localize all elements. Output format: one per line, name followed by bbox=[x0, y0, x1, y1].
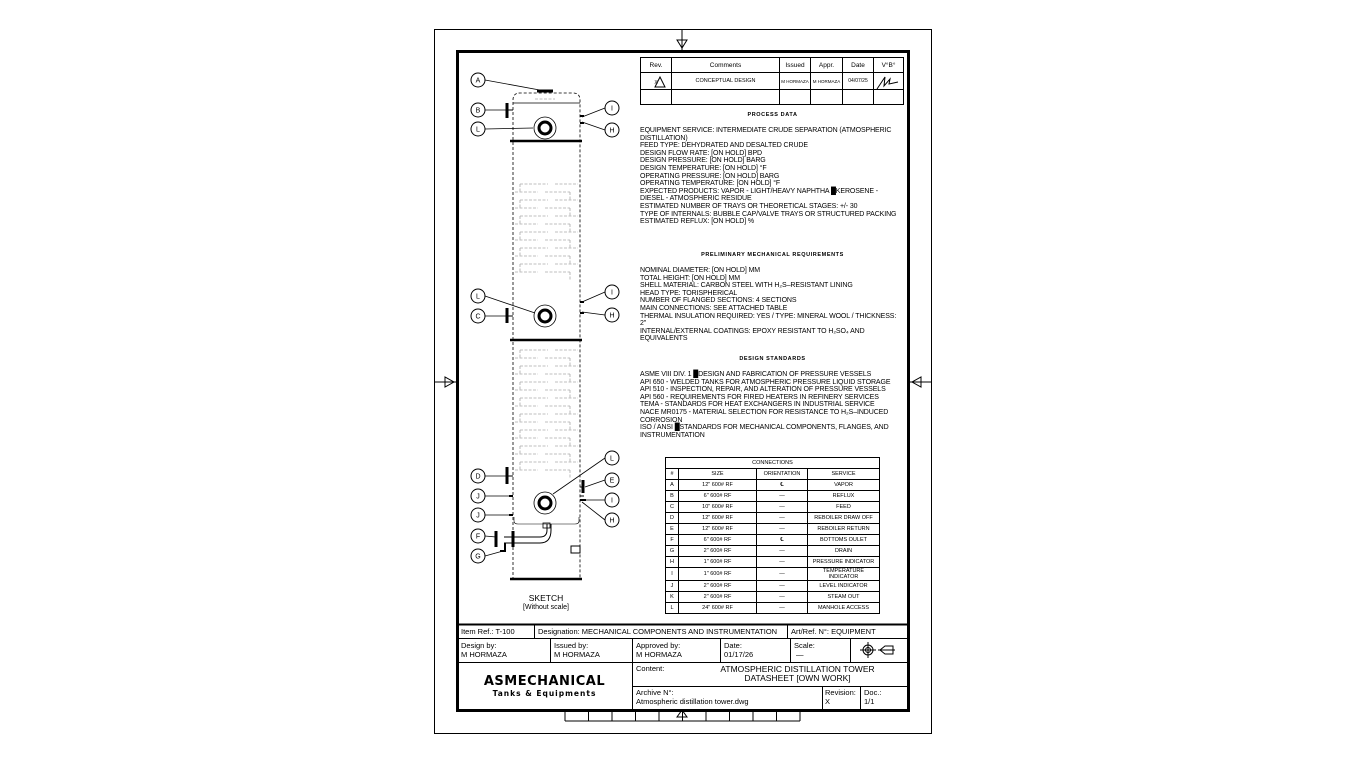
standards-line: NACE MR0175 - MATERIAL SELECTION FOR RESISTANCE TO H₂S–INDUCED CORROSION bbox=[640, 408, 889, 424]
design-by-label: Design by: bbox=[461, 641, 497, 650]
doc-label: Doc.: bbox=[864, 688, 882, 697]
mechanical-list bbox=[640, 267, 902, 343]
connection-id: I bbox=[666, 568, 679, 581]
mechanical-title: PRELIMINARY MECHANICAL REQUIREMENTS bbox=[701, 252, 844, 258]
connection-row bbox=[666, 502, 880, 513]
connection-row bbox=[666, 557, 880, 568]
date-value: 04/07/25 bbox=[843, 73, 874, 90]
scale-label: Scale: bbox=[794, 641, 815, 650]
callout-bubble bbox=[553, 451, 619, 494]
archive-file: Atmospheric distillation tower.dwg bbox=[636, 697, 749, 706]
callout-label: L bbox=[610, 455, 614, 463]
callout-bubble bbox=[471, 529, 496, 543]
callout-bubble bbox=[582, 308, 619, 322]
connection-service: DRAIN bbox=[808, 546, 880, 557]
connection-service: STEAM OUT bbox=[808, 592, 880, 603]
mechanical-line: NOMINAL DIAMETER: [ON HOLD] MM bbox=[640, 267, 761, 274]
callout-label: I bbox=[611, 289, 613, 297]
callout-label: D bbox=[475, 473, 481, 481]
callout-label: J bbox=[476, 512, 480, 520]
connection-size: 2" 600# RF bbox=[679, 546, 757, 557]
mechanical-line: THERMAL INSULATION REQUIRED: YES / TYPE: MINERAL WOOL / THICKNESS: 2" bbox=[640, 312, 897, 328]
callout-label: L bbox=[476, 293, 480, 301]
date-label: Date: bbox=[724, 641, 742, 650]
issued-by: M HORMAZA bbox=[554, 650, 600, 659]
connection-size: 6" 600# RF bbox=[679, 535, 757, 546]
appr-header: Appr. bbox=[811, 58, 843, 73]
connection-orientation: ℄ bbox=[757, 480, 808, 491]
mechanical-line: SHELL MATERIAL: CARBON STEEL WITH H₂S–RESISTANT LINING bbox=[640, 282, 853, 290]
callout-label: G bbox=[475, 553, 481, 561]
col-id: # bbox=[666, 469, 679, 480]
connection-row bbox=[666, 480, 880, 491]
callout-label: C bbox=[475, 313, 481, 321]
connection-service: BOTTOMS OULET bbox=[808, 535, 880, 546]
standards-line: TEMA - STANDARDS FOR HEAT EXCHANGERS IN INDUSTRIAL SERVICE bbox=[640, 401, 875, 409]
company-logo-subtitle: Tanks & Equipments bbox=[492, 689, 597, 698]
connection-orientation: ℄ bbox=[757, 535, 808, 546]
process-data-title: PROCESS DATA bbox=[747, 112, 798, 118]
sketch-title: SKETCH bbox=[528, 593, 564, 603]
connection-orientation: — bbox=[757, 502, 808, 513]
mechanical-line: INTERNAL/EXTERNAL COATINGS: EPOXY RESISTANT TO H₂SO₄ AND EQUIVALENTS bbox=[640, 327, 865, 343]
connection-orientation: — bbox=[757, 557, 808, 568]
standards-line: ASME VIII DIV. 1 █DESIGN AND FABRICATION OF PRESSURE VESSELS bbox=[640, 371, 872, 378]
connection-orientation: — bbox=[757, 491, 808, 502]
callout-label: H bbox=[609, 312, 615, 320]
callout-label: F bbox=[475, 533, 481, 541]
connection-service: TEMPERATURE INDICATOR bbox=[808, 568, 880, 581]
date-header: Date bbox=[843, 58, 874, 73]
mechanical-line: NUMBER OF FLANGED SECTIONS: 4 SECTIONS bbox=[640, 297, 797, 305]
appr-value: M HORMAZA bbox=[811, 73, 843, 90]
process_data-line: EQUIPMENT SERVICE: INTERMEDIATE CRUDE SEPARATION (ATMOSPHERIC DISTILLATION) bbox=[640, 127, 892, 142]
connection-id: A bbox=[666, 480, 679, 491]
rev-header: Rev. bbox=[641, 58, 672, 73]
sketch-subtitle: [Without scale] bbox=[523, 604, 569, 611]
process_data-line: DESIGN TEMPERATURE: [ON HOLD] °F bbox=[640, 164, 767, 172]
connection-orientation: — bbox=[757, 603, 808, 614]
connection-row bbox=[666, 524, 880, 535]
designation: Designation: MECHANICAL COMPONENTS AND INSTRUMENTATION bbox=[538, 627, 778, 636]
process-data-list bbox=[640, 127, 902, 226]
mechanical-line: TOTAL HEIGHT: [ON HOLD] MM bbox=[640, 274, 740, 282]
connection-orientation: — bbox=[757, 524, 808, 535]
manhole-icon bbox=[534, 492, 556, 514]
connection-id: L bbox=[666, 603, 679, 614]
manhole-icon bbox=[534, 305, 556, 327]
process_data-line: DESIGN PRESSURE: [ON HOLD] BARG bbox=[640, 157, 766, 165]
callout-bubble bbox=[471, 309, 506, 323]
connection-row bbox=[666, 513, 880, 524]
connection-size: 6" 600# RF bbox=[679, 491, 757, 502]
connection-id: H bbox=[666, 557, 679, 568]
connection-size: 2" 600# RF bbox=[679, 581, 757, 592]
vb-value bbox=[874, 73, 904, 90]
callout-label: B bbox=[475, 107, 481, 115]
process_data-line: DESIGN FLOW RATE: [ON HOLD] BPD bbox=[640, 149, 763, 157]
connection-service: FEED bbox=[808, 502, 880, 513]
col-size: SIZE bbox=[679, 469, 757, 480]
design-by: M HORMAZA bbox=[461, 650, 507, 659]
issued-by-label: Issued by: bbox=[554, 641, 589, 650]
connection-size: 12" 600# RF bbox=[679, 524, 757, 535]
connection-row bbox=[666, 592, 880, 603]
standards-line: ISO / ANSI █STANDARDS FOR MECHANICAL COMPONENTS, FLANGES, AND INSTRUMENTATION bbox=[640, 424, 889, 439]
archive-label: Archive N°: bbox=[636, 688, 674, 697]
connection-service: LEVEL INDICATOR bbox=[808, 581, 880, 592]
connection-size: 10" 600# RF bbox=[679, 502, 757, 513]
connection-id: D bbox=[666, 513, 679, 524]
callout-bubble bbox=[582, 122, 619, 137]
connection-row bbox=[666, 603, 880, 614]
process_data-line: ESTIMATED REFLUX: [ON HOLD] % bbox=[640, 218, 755, 226]
callout-bubble bbox=[471, 73, 545, 91]
connections-title: CONNECTIONS bbox=[666, 458, 880, 469]
company-logo: ASMECHANICAL bbox=[483, 674, 606, 689]
connection-callouts bbox=[471, 73, 619, 563]
content-line-2: DATASHEET [OWN WORK] bbox=[744, 673, 851, 683]
art-ref: Art/Ref. N°: EQUIPMENT bbox=[791, 627, 876, 636]
col-service: SERVICE bbox=[808, 469, 880, 480]
issued-value: M HORMAZA bbox=[780, 73, 811, 90]
revision-label: Revision: bbox=[825, 688, 856, 697]
callout-bubble bbox=[471, 489, 510, 503]
connection-row bbox=[666, 535, 880, 546]
connection-row bbox=[666, 491, 880, 502]
connection-row bbox=[666, 568, 880, 581]
callout-bubble bbox=[582, 101, 619, 117]
connection-id: G bbox=[666, 546, 679, 557]
connection-size: 12" 600# RF bbox=[679, 480, 757, 491]
standards-line: API 560 - REQUIREMENTS FOR FIRED HEATERS IN REFINERY SERVICES bbox=[640, 393, 879, 401]
connection-row bbox=[666, 546, 880, 557]
tower-sketch bbox=[496, 91, 586, 580]
callout-bubble bbox=[585, 493, 619, 507]
approved-by-label: Approved by: bbox=[636, 641, 681, 650]
connection-service: REBOILER RETURN bbox=[808, 524, 880, 535]
standards-line: API 510 - INSPECTION, REPAIR, AND ALTERATION OF PRESSURE VESSELS bbox=[640, 386, 886, 394]
callout-label: L bbox=[476, 126, 480, 134]
process_data-line: FEED TYPE: DEHYDRATED AND DESALTED CRUDE bbox=[640, 142, 808, 150]
connection-size: 12" 600# RF bbox=[679, 513, 757, 524]
standards-list bbox=[640, 371, 904, 439]
callout-bubble bbox=[585, 473, 619, 487]
callout-bubble bbox=[471, 103, 506, 117]
process_data-line: OPERATING TEMPERATURE: [ON HOLD] °F bbox=[640, 180, 781, 188]
content-line-1: ATMOSPHERIC DISTILLATION TOWER bbox=[720, 664, 875, 674]
callout-bubble bbox=[582, 285, 619, 302]
connection-id: J bbox=[666, 581, 679, 592]
connection-id: E bbox=[666, 524, 679, 535]
connection-id: B bbox=[666, 491, 679, 502]
connection-service: PRESSURE INDICATOR bbox=[808, 557, 880, 568]
connection-row bbox=[666, 581, 880, 592]
issued-header: Issued bbox=[780, 58, 811, 73]
revision-value: X bbox=[825, 697, 831, 706]
connection-size: 24" 600# RF bbox=[679, 603, 757, 614]
callout-bubble bbox=[471, 549, 503, 563]
process_data-line: TYPE OF INTERNALS: BUBBLE CAP/VALVE TRAYS OR STRUCTURED PACKING bbox=[640, 210, 897, 218]
approved-by: M HORMAZA bbox=[636, 650, 682, 659]
callout-label: H bbox=[609, 127, 615, 135]
callout-bubble bbox=[471, 122, 533, 136]
connection-orientation: — bbox=[757, 568, 808, 581]
process_data-line: OPERATING PRESSURE: [ON HOLD] BARG bbox=[640, 172, 780, 180]
connection-size: 1" 600# RF bbox=[679, 557, 757, 568]
connection-id: C bbox=[666, 502, 679, 513]
rev-value: X bbox=[641, 73, 672, 90]
connection-service: MANHOLE ACCESS bbox=[808, 603, 880, 614]
connection-service: VAPOR bbox=[808, 480, 880, 491]
standards-line: API 650 - WELDED TANKS FOR ATMOSPHERIC PRESSURE LIQUID STORAGE bbox=[640, 378, 891, 386]
content-title bbox=[690, 665, 905, 683]
connection-id: K bbox=[666, 592, 679, 603]
process_data-line: ESTIMATED NUMBER OF TRAYS OR THEORETICAL STAGES: +/- 30 bbox=[640, 202, 858, 210]
revision-table bbox=[640, 57, 904, 105]
connection-size: 2" 600# RF bbox=[679, 592, 757, 603]
connection-size: 1" 600# RF bbox=[679, 568, 757, 581]
connection-service: REFLUX bbox=[808, 491, 880, 502]
callout-label: A bbox=[475, 77, 481, 85]
doc-value: 1/1 bbox=[864, 697, 875, 706]
connection-orientation: — bbox=[757, 592, 808, 603]
connection-orientation: — bbox=[757, 546, 808, 557]
connection-id: F bbox=[666, 535, 679, 546]
scale: — bbox=[796, 650, 804, 659]
mechanical-line: HEAD TYPE: TORISPHERICAL bbox=[640, 289, 738, 297]
callout-label: E bbox=[609, 477, 615, 485]
vb-header: V°B° bbox=[874, 58, 904, 73]
connections-table bbox=[665, 457, 880, 614]
col-orientation: ORIENTATION bbox=[757, 469, 808, 480]
connection-service: REBOILER DRAW OFF bbox=[808, 513, 880, 524]
date: 01/17/26 bbox=[724, 650, 754, 659]
mechanical-line: MAIN CONNECTIONS: SEE ATTACHED TABLE bbox=[640, 304, 788, 312]
callout-label: J bbox=[476, 493, 480, 501]
callout-bubble bbox=[471, 508, 510, 522]
connection-orientation: — bbox=[757, 513, 808, 524]
comments-header: Comments bbox=[672, 58, 780, 73]
process_data-line: EXPECTED PRODUCTS: VAPOR - LIGHT/HEAVY NAPHTHA █KEROSENE - DIESEL - ATMOSPHERIC RESIDUE bbox=[640, 187, 878, 203]
revision-row bbox=[641, 73, 904, 90]
content-label: Content: bbox=[636, 664, 665, 673]
bottom-ruler bbox=[565, 711, 800, 721]
callout-bubble bbox=[471, 469, 506, 483]
callout-label: I bbox=[611, 105, 613, 113]
connection-orientation: — bbox=[757, 581, 808, 592]
callout-label: I bbox=[611, 497, 613, 505]
callout-label: H bbox=[609, 517, 615, 525]
comments-value: CONCEPTUAL DESIGN bbox=[672, 73, 780, 90]
standards-title: DESIGN STANDARDS bbox=[739, 356, 806, 362]
projection-symbol-icon bbox=[860, 642, 895, 658]
manhole-icon bbox=[534, 117, 556, 139]
item-ref: Item Ref.: T-100 bbox=[461, 627, 515, 636]
